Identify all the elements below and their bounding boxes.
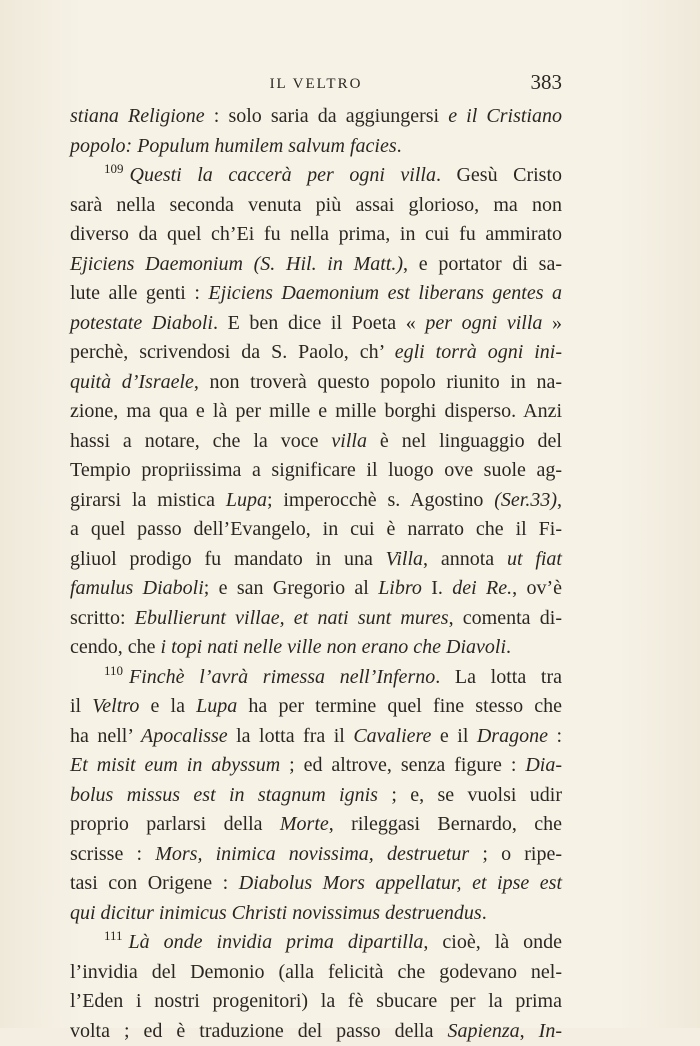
text-line: cendo, che i topi nati nelle ville non erano che Diavoli. xyxy=(70,633,562,663)
text-line: girarsi la mistica Lupa; imperocchè s. Agostino (Ser.33), xyxy=(70,486,562,516)
text-line: zione, ma qua e là per mille e mille borghi disperso. Anzi xyxy=(70,397,562,427)
text-line: perchè, scrivendosi da S. Paolo, ch’ egli torrà ogni ini- xyxy=(70,338,562,368)
text-line: $^{110}$ Finchè l’avrà rimessa nell’Inferno. La lotta tra xyxy=(70,663,562,693)
text-line: famulus Diaboli; e san Gregorio al Libro I. dei Re., ov’è xyxy=(70,574,562,604)
text-line: Tempio propriissima a significare il luogo ove suole ag- xyxy=(70,456,562,486)
text-line: ha nell’ Apocalisse la lotta fra il Cavaliere e il Dragone : xyxy=(70,722,562,752)
body-text xyxy=(70,102,562,1046)
text-line: hassi a notare, che la voce villa è nel linguaggio del xyxy=(70,427,562,457)
text-line: il Veltro e la Lupa ha per termine quel fine stesso che xyxy=(70,692,562,722)
text-line: tasi con Origene : Diabolus Mors appellatur, et ipse est xyxy=(70,869,562,899)
text-line: volta ; ed è traduzione del passo della Sapienza, In- xyxy=(70,1017,562,1046)
text-line: $^{111}$ Là onde invidia prima dipartilla, cioè, là onde xyxy=(70,928,562,958)
text-line: proprio parlarsi della Morte, rileggasi Bernardo, che xyxy=(70,810,562,840)
text-line: sarà nella seconda venuta più assai glorioso, ma non xyxy=(70,191,562,221)
text-line: scrisse : Mors, inimica novissima, destruetur ; o ripe- xyxy=(70,840,562,870)
text-line: l’invidia del Demonio (alla felicità che godevano nel- xyxy=(70,958,562,988)
text-line: lute alle genti : Ejiciens Daemonium est liberans gentes a xyxy=(70,279,562,309)
text-line: diverso da quel ch’Ei fu nella prima, in cui fu ammirato xyxy=(70,220,562,250)
text-line: popolo: Populum humilem salvum facies. xyxy=(70,132,562,162)
running-title: IL VELTRO xyxy=(70,76,562,93)
text-line: $^{109}$ Questi la caccerà per ogni villa. Gesù Cristo xyxy=(70,161,562,191)
text-line: quità d’Israele, non troverà questo popolo riunito in na- xyxy=(70,368,562,398)
text-line: a quel passo dell’Evangelo, in cui è narrato che il Fi- xyxy=(70,515,562,545)
text-line: bolus missus est in stagnum ignis ; e, se vuolsi udir xyxy=(70,781,562,811)
text-line: gliuol prodigo fu mandato in una Villa, annota ut fiat xyxy=(70,545,562,575)
text-line: stiana Religione : solo saria da aggiungersi e il Cristiano xyxy=(70,102,562,132)
text-line: Et misit eum in abyssum ; ed altrove, senza figure : Dia- xyxy=(70,751,562,781)
text-line: potestate Diaboli. E ben dice il Poeta « per ogni villa » xyxy=(70,309,562,339)
text-line: scritto: Ebullierunt villae, et nati sunt mures, comenta di- xyxy=(70,604,562,634)
page-number: 383 xyxy=(531,70,563,95)
page-header xyxy=(70,70,562,100)
text-line: qui dicitur inimicus Christi novissimus destruendus. xyxy=(70,899,562,929)
text-line: l’Eden i nostri progenitori) la fè sbucare per la prima xyxy=(70,987,562,1017)
text-line: Ejiciens Daemonium (S. Hil. in Matt.), e portator di sa- xyxy=(70,250,562,280)
